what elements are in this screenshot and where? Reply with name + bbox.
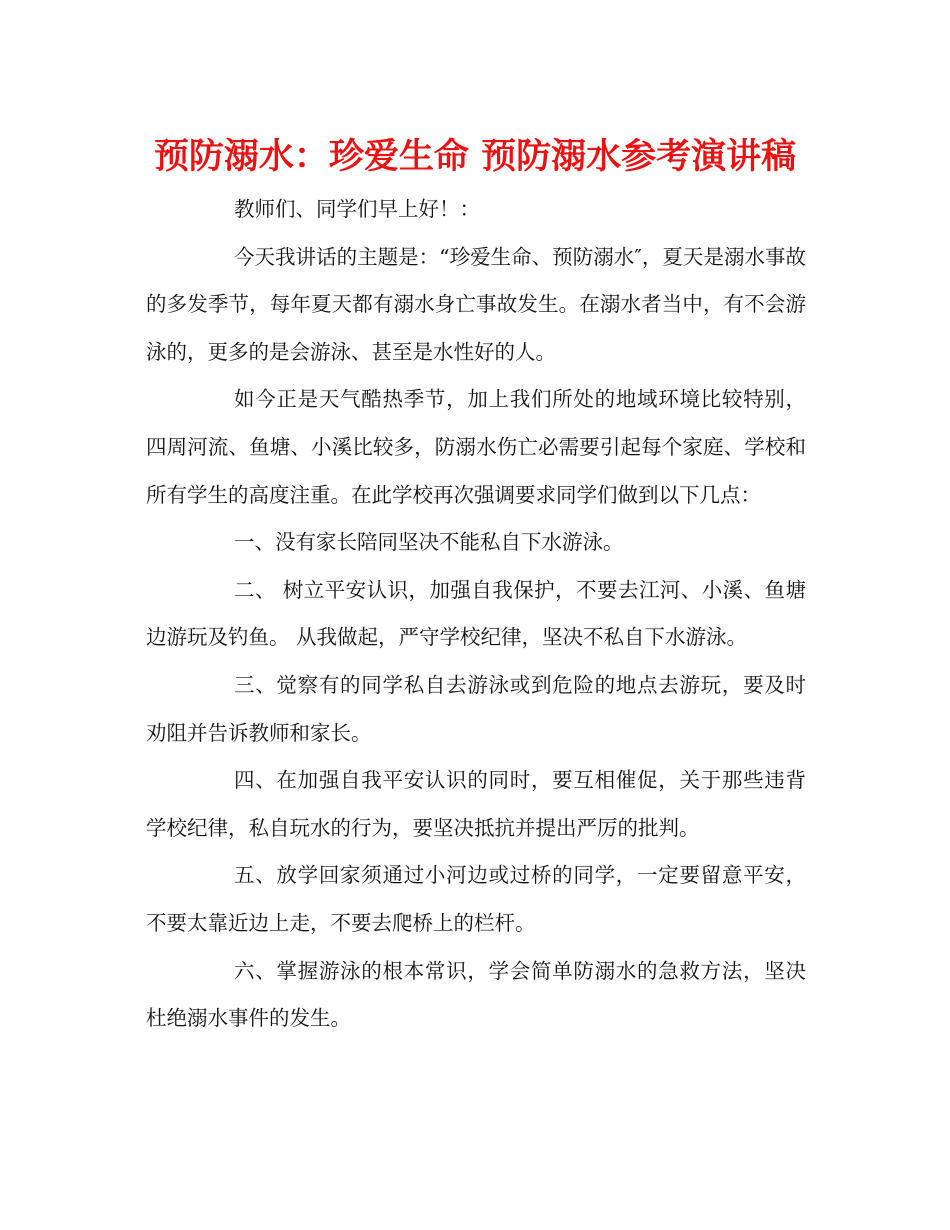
paragraph-rule-3: 三、觉察有的同学私自去游泳或到危险的地点去游玩，要及时劝阻并告诉教师和家长。 [146,672,806,745]
paragraph-rule-2: 二、 树立平安认识，加强自我保护，不要去江河、小溪、鱼塘边游玩及钓鱼。 从我做起，严守学校纪律，坚决不私自下水游泳。 [146,577,806,650]
document-title: 预防溺水：珍爱生命 预防溺水参考演讲稿 [153,137,797,177]
paragraph-topic: 今天我讲话的主题是：“珍爱生命、预防溺水″，夏天是溺水事故的多发季节，每年夏天都有溺水身亡事故发生。在溺水者当中，有不会游泳的，更多的是会游泳、甚至是水性好的人。 [146,244,806,364]
paragraph-rule-1: 一、没有家长陪同坚决不能私自下水游泳。 [234,530,624,555]
paragraph-rule-6: 六、掌握游泳的根本常识，学会简单防溺水的急救方法，坚决杜绝溺水事件的发生。 [146,958,806,1031]
paragraph-greeting: 教师们、同学们早上好！： [234,197,480,221]
paragraph-rule-5: 五、放学回家须通过小河边或过桥的同学，一定要留意平安，不要太靠近边上走，不要去爬桥上的栏杆。 [146,863,806,935]
paragraph-rule-4: 四、在加强自我平安认识的同时，要互相催促，关于那些违背学校纪律，私自玩水的行为，要坚决抵抗并提出严厉的批判。 [146,768,806,840]
document-body [146,186,806,1043]
paragraph-environment: 如今正是天气酷热季节，加上我们所处的地域环境比较特别，四周河流、鱼塘、小溪比较多，防溺水伤亡必需要引起每个家庭、学校和所有学生的高度注重。在此学校再次强调要求同学们做到以下几点： [146,387,806,507]
